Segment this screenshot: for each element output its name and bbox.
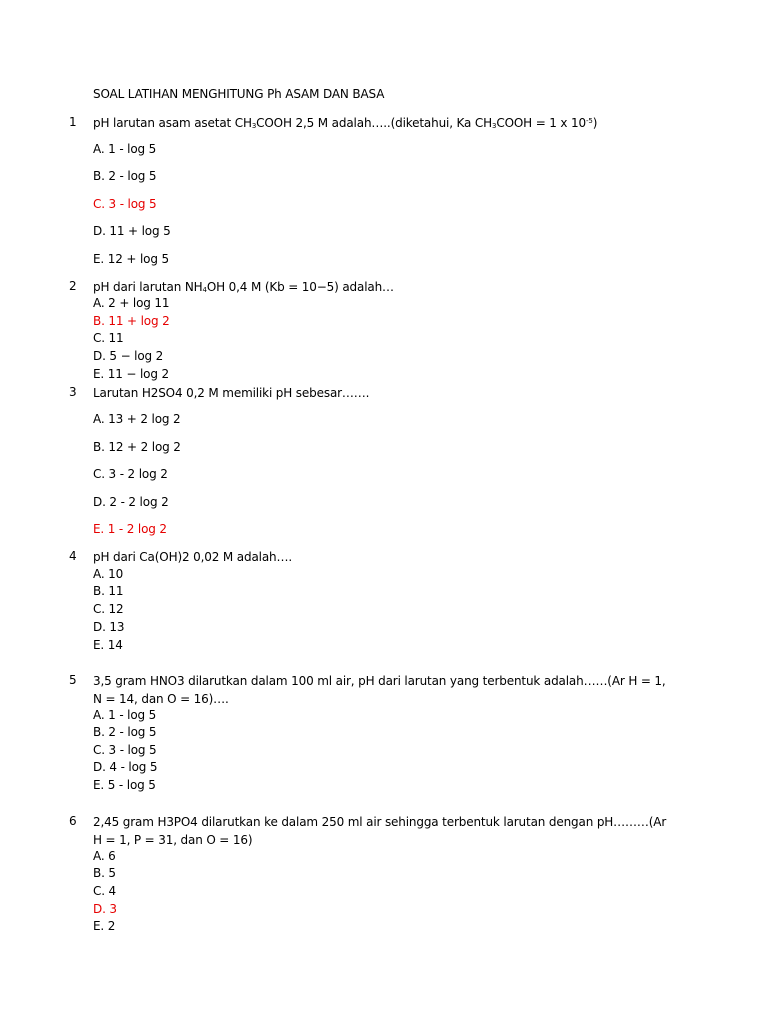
option-a: A. 13 + 2 log 2	[93, 412, 181, 426]
question-number: 2	[69, 279, 77, 293]
option-b: B. 11	[93, 584, 124, 598]
option-a: A. 2 + log 11	[93, 296, 170, 310]
question-text: pH dari larutan $NH_4OH$ 0,4 M (Kb = 10−5) adalah…	[93, 280, 394, 294]
option-c-correct: C. 3 - log 5	[93, 197, 157, 211]
option-e: E. 14	[93, 638, 123, 652]
option-a: A. 10	[93, 567, 124, 581]
option-b: B. 12 + 2 log 2	[93, 440, 181, 454]
option-b: B. 5	[93, 866, 116, 880]
option-c: C. 12	[93, 602, 124, 616]
option-e: E. 11 − log 2	[93, 367, 169, 381]
option-d: D. 11 + log 5	[93, 224, 171, 238]
option-d: D. 2 - 2 log 2	[93, 495, 169, 509]
option-c: C. 11	[93, 331, 124, 345]
option-c: C. 3 - log 5	[93, 743, 157, 757]
option-b: B. 2 - log 5	[93, 725, 157, 739]
question-text: 3,5 gram HNO3 dilarutkan dalam 100 ml air, pH dari larutan yang terbentuk adalah……(Ar H = 1, N = 14, dan O = 16)….	[93, 674, 666, 706]
option-d: D. 4 - log 5	[93, 760, 158, 774]
question-text: pH dari Ca(OH)2 0,02 M adalah….	[93, 550, 293, 564]
question-text: pH larutan asam asetat $CH_3COOH$ 2,5 M adalah…..(diketahui, Ka $CH_3COOH = 1$ x $10^{-5}$)	[93, 116, 598, 130]
option-b: B. 2 - log 5	[93, 169, 157, 183]
option-c: C. 3 - 2 log 2	[93, 467, 168, 481]
document-title: SOAL LATIHAN MENGHITUNG Ph ASAM DAN BASA	[93, 87, 385, 101]
option-a: A. 1 - log 5	[93, 708, 157, 722]
question-text: 2,45 gram H3PO4 dilarutkan ke dalam 250 ml air sehingga terbentuk larutan dengan pH………(Ar H = 1, P = 31, dan O = 16)	[93, 815, 667, 847]
option-a: A. 1 - log 5	[93, 142, 157, 156]
question-number: 6	[69, 814, 77, 828]
option-e: E. 2	[93, 919, 116, 933]
option-d: D. 5 − log 2	[93, 349, 164, 363]
question-number: 1	[69, 115, 77, 129]
option-e: E. 5 - log 5	[93, 778, 156, 792]
option-a: A. 6	[93, 849, 116, 863]
question-number: 3	[69, 385, 77, 399]
question-number: 5	[69, 673, 77, 687]
option-e: E. 12 + log 5	[93, 252, 169, 266]
question-text: Larutan H2SO4 0,2 M memiliki pH sebesar…….	[93, 386, 370, 400]
option-d-correct: D. 3	[93, 902, 117, 916]
option-c: C. 4	[93, 884, 117, 898]
option-b-correct: B. 11 + log 2	[93, 314, 170, 328]
question-number: 4	[69, 549, 77, 563]
option-e-correct: E. 1 - 2 log 2	[93, 522, 167, 536]
option-d: D. 13	[93, 620, 125, 634]
